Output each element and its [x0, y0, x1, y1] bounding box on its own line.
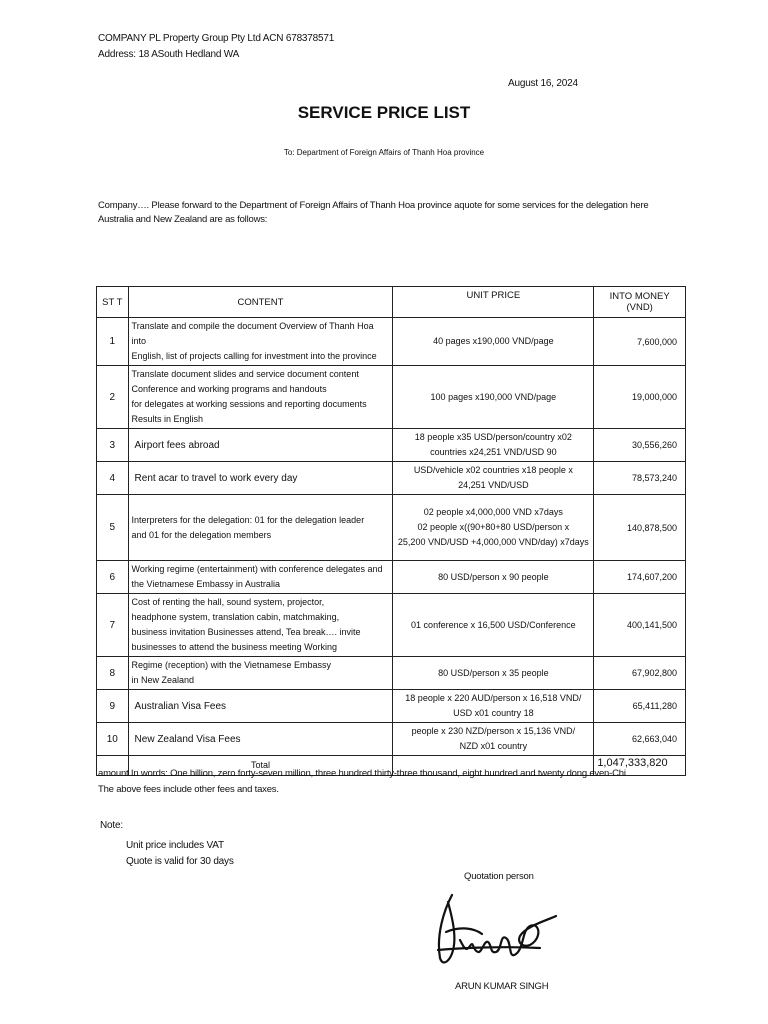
- row-content-line: Regime (reception) with the Vietnamese Embassy: [131, 660, 331, 670]
- row-unit-price-line: 01 conference x 16,500 USD/Conference: [411, 619, 576, 630]
- row-content: [128, 594, 393, 657]
- table-row: [97, 561, 686, 594]
- row-content-line: business invitation Businesses attend, Tea break…. invite: [131, 627, 361, 637]
- row-stt: 3: [97, 429, 129, 462]
- table-row: [97, 462, 686, 495]
- row-unit-price-line: 18 people x35 USD/person/country x02: [414, 432, 572, 442]
- row-content-line: Airport fees abroad: [134, 439, 220, 451]
- row-into-money: 174,607,200: [594, 561, 686, 594]
- price-table: [96, 286, 686, 776]
- row-content-line: Australian Visa Fees: [134, 700, 227, 712]
- header-unit-price: UNIT PRICE: [393, 287, 594, 318]
- row-content-line: Conference and working programs and handouts: [131, 384, 327, 394]
- row-unit-price-line: people x 230 NZD/person x 15,136 VND/: [411, 726, 576, 736]
- row-stt: 2: [97, 366, 129, 429]
- header-into-money-label: INTO MONEY: [609, 291, 670, 302]
- fees-note: The above fees include other fees and taxes.: [98, 784, 279, 795]
- row-stt: 6: [97, 561, 129, 594]
- row-content-line: businesses to attend the business meeting Working: [131, 642, 337, 652]
- row-into-money: 140,878,500: [594, 495, 686, 561]
- table-row: [97, 690, 686, 723]
- row-content-line: English, list of projects calling for investment into the province: [131, 351, 377, 361]
- header-content: CONTENT: [128, 287, 393, 318]
- row-content-line: Translate document slides and service document content: [131, 369, 359, 379]
- row-unit-price-line: USD x01 country 18: [453, 708, 534, 718]
- row-unit-price: [393, 318, 594, 366]
- row-content-line: and 01 for the delegation members: [131, 529, 272, 540]
- row-stt: 8: [97, 657, 129, 690]
- row-content-line: Translate and compile the document Overview of Thanh Hoa into: [131, 321, 374, 346]
- row-stt: 10: [97, 723, 129, 756]
- row-unit-price: [393, 366, 594, 429]
- row-unit-price: [393, 429, 594, 462]
- row-unit-price: [393, 561, 594, 594]
- row-unit-price-line: 18 people x 220 AUD/person x 16,518 VND/: [405, 693, 582, 703]
- header-into-money-unit: (VND): [626, 302, 653, 313]
- table-row: [97, 723, 686, 756]
- table-row: [97, 594, 686, 657]
- company-name: COMPANY PL Property Group Pty Ltd ACN 678378571: [98, 33, 335, 44]
- header-into-money: [594, 287, 686, 318]
- row-content: [128, 318, 393, 366]
- header-stt: ST T: [97, 287, 129, 318]
- row-content: [128, 429, 393, 462]
- table-row: [97, 429, 686, 462]
- row-unit-price: [393, 594, 594, 657]
- intro-paragraph: Company…. Please forward to the Department of Foreign Affairs of Thanh Hoa province aquote for some services for the delegation here Australia and New Zealand are as follows:: [98, 200, 649, 225]
- row-content: [128, 657, 393, 690]
- row-content-line: in New Zealand: [131, 675, 195, 685]
- row-content-line: New Zealand Visa Fees: [134, 733, 241, 745]
- row-content: [128, 495, 393, 561]
- note-validity: Quote is valid for 30 days: [126, 856, 234, 867]
- row-content: [128, 462, 393, 495]
- row-into-money: 19,000,000: [594, 366, 686, 429]
- row-content: [128, 690, 393, 723]
- table-row: [97, 495, 686, 561]
- row-content: [128, 723, 393, 756]
- row-unit-price-line: 25,200 VND/USD +4,000,000 VND/day) x7days: [397, 537, 589, 547]
- company-address: Address: 18 ASouth Hedland WA: [98, 49, 240, 60]
- row-unit-price-line: 02 people x4,000,000 VND x7days: [423, 507, 563, 517]
- row-unit-price-line: 100 pages x190,000 VND/page: [430, 391, 557, 402]
- row-into-money: 78,573,240: [594, 462, 686, 495]
- signature-image: [430, 890, 560, 975]
- amount-in-words: amount In words: One billion, zero forty-seven million, three hundred thirty-three thousand, eight hundred and twenty dong even-Chi: [98, 768, 626, 779]
- row-stt: 7: [97, 594, 129, 657]
- row-content-line: Cost of renting the hall, sound system, projector,: [131, 597, 325, 607]
- row-content-line: headphone system, translation cabin, matchmaking,: [131, 612, 340, 622]
- table-row: [97, 657, 686, 690]
- row-content: [128, 561, 393, 594]
- document-date: August 16, 2024: [508, 78, 578, 89]
- row-unit-price-line: 40 pages x190,000 VND/page: [433, 336, 554, 346]
- row-unit-price-line: USD/vehicle x02 countries x18 people x: [413, 465, 573, 475]
- total-money: 1,047,333,820: [594, 756, 686, 776]
- row-stt: 4: [97, 462, 129, 495]
- row-unit-price-line: countries x24,251 VND/USD 90: [430, 447, 557, 457]
- note-vat: Unit price includes VAT: [126, 840, 224, 851]
- quotation-person-label: Quotation person: [464, 871, 534, 882]
- company-header: [98, 31, 334, 63]
- page-title: SERVICE PRICE LIST: [297, 103, 471, 122]
- row-content-line: for delegates at working sessions and reporting documents: [131, 399, 367, 409]
- row-content-line: Working regime (entertainment) with conference delegates and: [131, 564, 383, 574]
- notes-list: [126, 838, 234, 870]
- row-unit-price-line: 24,251 VND/USD: [458, 480, 529, 490]
- row-unit-price-line: 80 USD/person x 35 people: [438, 667, 549, 678]
- row-content: [128, 366, 393, 429]
- row-into-money: 65,411,280: [594, 690, 686, 723]
- table-row: [97, 366, 686, 429]
- row-into-money: 400,141,500: [594, 594, 686, 657]
- row-unit-price: [393, 462, 594, 495]
- row-unit-price-line: 80 USD/person x 90 people: [438, 571, 549, 582]
- table-header-row: [97, 287, 686, 318]
- row-unit-price-line: 02 people x((90+80+80 USD/person x: [417, 522, 570, 532]
- row-content-line: Rent acar to travel to work every day: [134, 472, 298, 484]
- row-unit-price: [393, 657, 594, 690]
- recipient-line: To: Department of Foreign Affairs of Thanh Hoa province: [283, 148, 485, 157]
- row-unit-price: [393, 723, 594, 756]
- row-stt: 1: [97, 318, 129, 366]
- row-into-money: 67,902,800: [594, 657, 686, 690]
- row-into-money: 7,600,000: [594, 318, 686, 366]
- table-row: [97, 318, 686, 366]
- total-label: Total: [128, 756, 393, 776]
- row-unit-price: [393, 690, 594, 723]
- row-into-money: 30,556,260: [594, 429, 686, 462]
- row-content-line: Results in English: [131, 414, 204, 424]
- row-content-line: the Vietnamese Embassy in Australia: [131, 579, 280, 589]
- row-stt: 9: [97, 690, 129, 723]
- row-unit-price-line: NZD x01 country: [459, 741, 528, 751]
- signer-name: ARUN KUMAR SINGH: [455, 981, 549, 992]
- row-content-line: Interpreters for the delegation: 01 for the delegation leader: [131, 514, 365, 525]
- row-into-money: 62,663,040: [594, 723, 686, 756]
- row-unit-price: [393, 495, 594, 561]
- row-stt: 5: [97, 495, 129, 561]
- note-label: Note:: [100, 820, 123, 831]
